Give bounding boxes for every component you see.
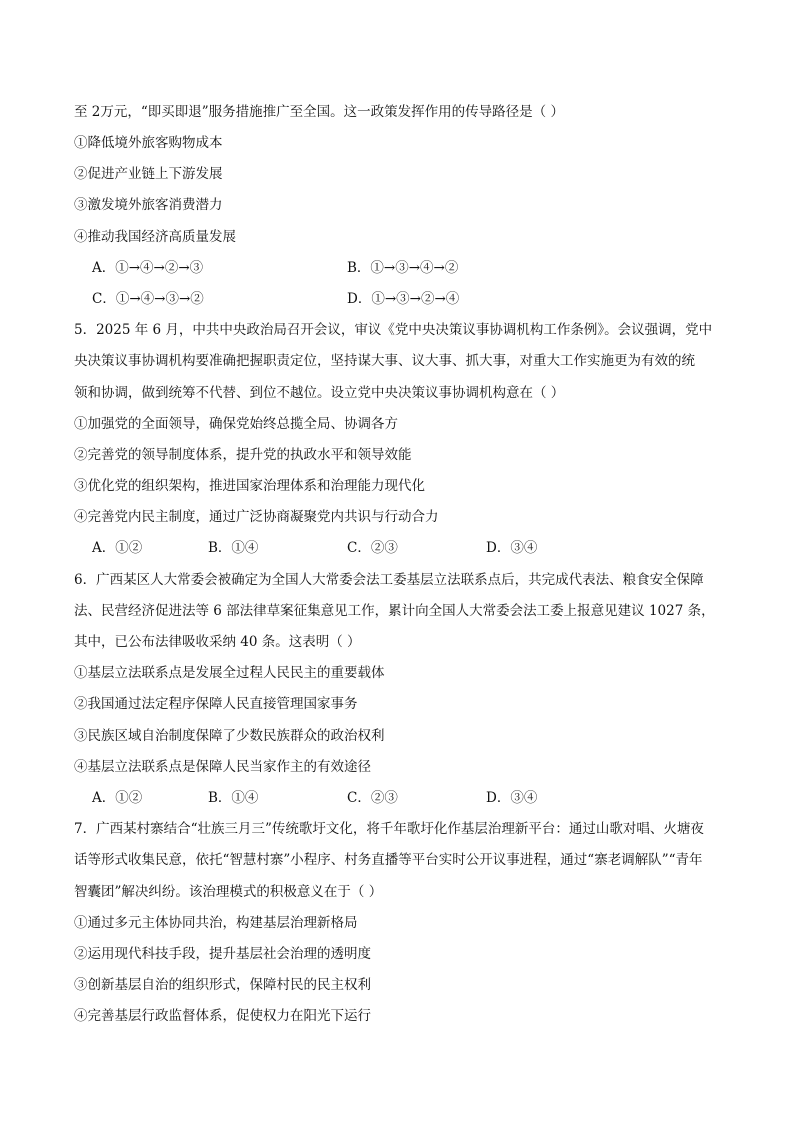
q4-option-a: A．①→④→②→③ [92, 260, 204, 276]
q7-item-1: ①通过多元主体协同共治，构建基层治理新格局 [74, 915, 358, 931]
q5-option-c: C．②③ [347, 540, 398, 556]
q7-item-3: ③创新基层自治的组织形式，保障村民的民主权利 [74, 977, 371, 993]
q7-stem-line-3: 智囊团”解决纠纷。该治理模式的积极意义在于（ ） [74, 884, 383, 900]
q6-item-2: ②我国通过法定程序保障人民直接管理国家事务 [74, 696, 358, 712]
q6-stem-line-1: 6．广西某区人大常委会被确定为全国人大常委会法工委基层立法联系点后，共完成代表法、粮食安全保障 [74, 572, 704, 588]
q5-option-b: B．①④ [208, 540, 259, 556]
q6-stem-line-3: 其中，已公布法律吸收采纳 40 条。这表明（ ） [74, 634, 361, 650]
q6-item-3: ③民族区域自治制度保障了少数民族群众的政治权利 [74, 728, 385, 744]
q4-option-b: B．①→③→④→② [347, 260, 459, 276]
q4-item-3: ③激发境外旅客消费潜力 [74, 197, 223, 213]
q5-item-2: ②完善党的领导制度体系，提升党的执政水平和领导效能 [74, 447, 412, 463]
q4-option-c: C．①→④→③→② [92, 291, 204, 307]
q7-item-4: ④完善基层行政监督体系，促使权力在阳光下运行 [74, 1008, 371, 1024]
q4-item-2: ②促进产业链上下游发展 [74, 166, 223, 182]
q6-option-c: C．②③ [347, 790, 398, 806]
q4-item-4: ④推动我国经济高质量发展 [74, 229, 236, 245]
q7-item-2: ②运用现代科技手段，提升基层社会治理的透明度 [74, 946, 371, 962]
q6-item-4: ④基层立法联系点是保障人民当家作主的有效途径 [74, 759, 371, 775]
q7-stem-line-1: 7．广西某村寨结合“壮族三月三”传统歌圩文化，将千年歌圩化作基层治理新平台：通过山歌对唱、火塘夜 [74, 821, 704, 837]
q7-stem-line-2: 话等形式收集民意，依托“智慧村寨”小程序、村务直播等平台实时公开议事进程，通过“寨老调解队”“青年 [74, 852, 703, 868]
q4-stem-tail: 至 2万元，“即买即退”服务措施推广至全国。这一政策发挥作用的传导路径是（ ） [74, 104, 564, 120]
q5-option-d: D．③④ [486, 540, 538, 556]
q4-item-1: ①降低境外旅客购物成本 [74, 135, 223, 151]
q5-stem-line-3: 领和协调，做到统筹不代替、到位不越位。设立党中央决策议事协调机构意在（ ） [74, 385, 565, 401]
q5-item-3: ③优化党的组织架构，推进国家治理体系和治理能力现代化 [74, 478, 425, 494]
q6-option-a: A．①② [92, 790, 143, 806]
q5-item-4: ④完善党内民主制度，通过广泛协商凝聚党内共识与行动合力 [74, 509, 439, 525]
q6-option-b: B．①④ [208, 790, 259, 806]
q5-stem-line-1: 5．2025 年 6 月，中共中央政治局召开会议，审议《党中央决策议事协调机构工作条例》。会议强调，党中 [74, 322, 713, 338]
q5-option-a: A．①② [92, 540, 143, 556]
q5-item-1: ①加强党的全面领导，确保党始终总揽全局、协调各方 [74, 416, 398, 432]
q4-option-d: D．①→③→②→④ [347, 291, 460, 307]
q6-option-d: D．③④ [486, 790, 538, 806]
q6-stem-line-2: 法、民营经济促进法等 6 部法律草案征集意见工作，累计向全国人大常委会法工委上报意见建议 1027 条， [74, 603, 715, 619]
q5-stem-line-2: 央决策议事协调机构要准确把握职责定位，坚持谋大事、议大事、抓大事，对重大工作实施更为有效的统 [74, 353, 695, 369]
q6-item-1: ①基层立法联系点是发展全过程人民民主的重要载体 [74, 665, 385, 681]
